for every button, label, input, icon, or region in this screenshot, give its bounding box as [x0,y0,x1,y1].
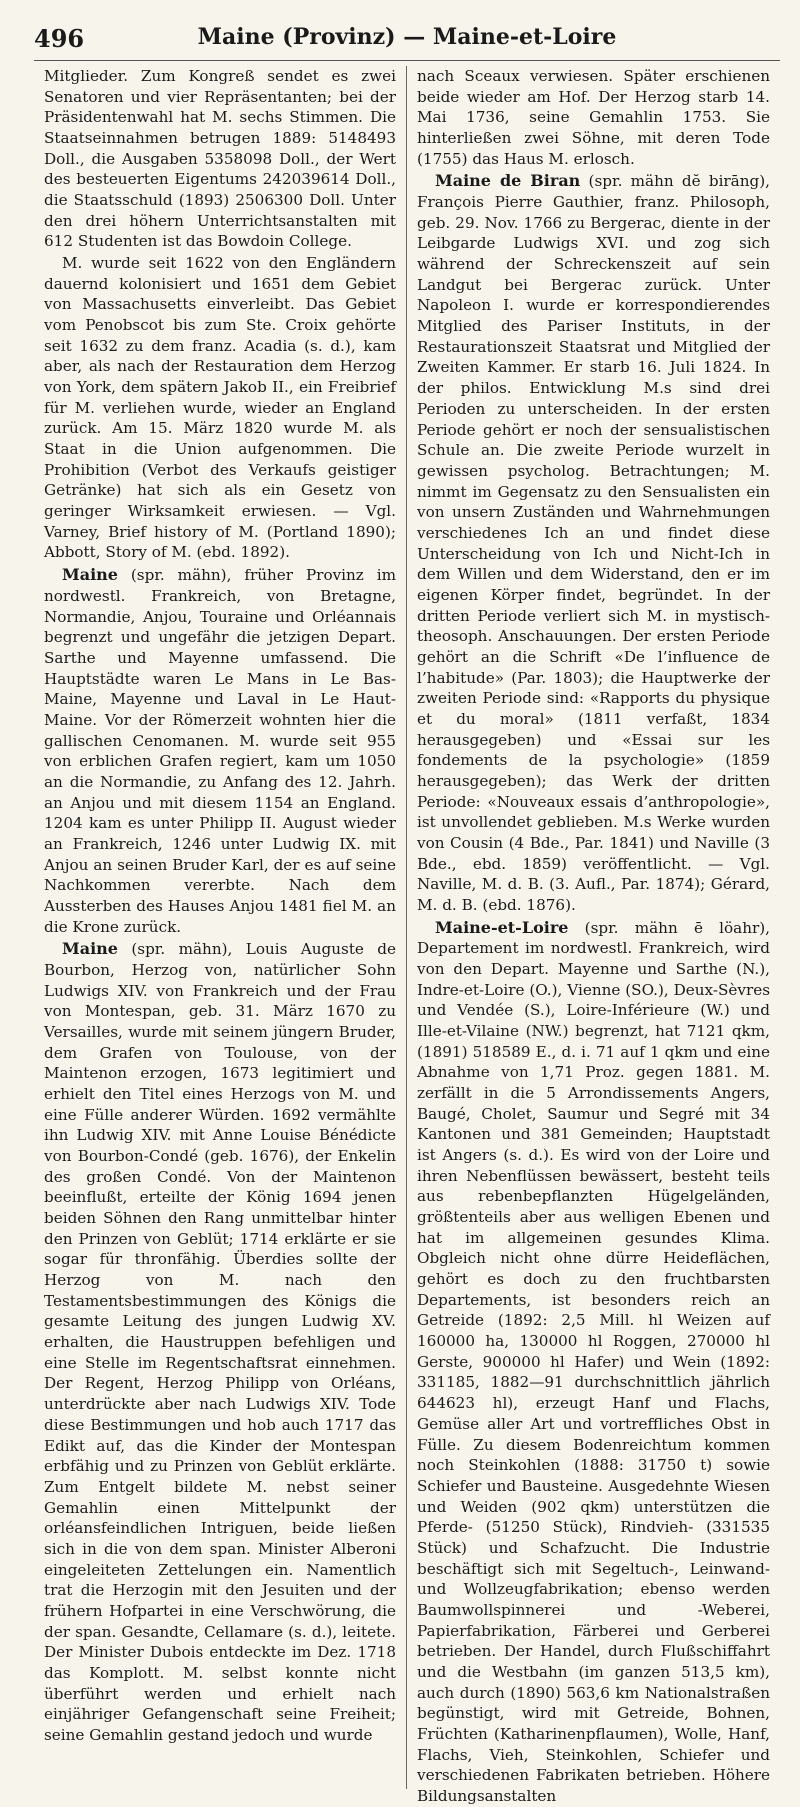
left-column [34,66,407,1789]
entry-text: nach Sceaux verwiesen. Später erschienen beide wieder am Hof. Der Herzog starb 14. Mai 1736, seine Gemahlin 1753. Sie hinterließen zwei Söhne, mit deren Tode (1755) das Haus M. erlosch. [417,67,770,168]
entry-text: (spr. mähn), früher Provinz im nordwestl. Frankreich, von Bretagne, Normandie, Anjou, Touraine und Orléannais begrenzt und ungefähr die jetzigen Depart. Sarthe und Mayenne umfassend. Die Hauptstädte waren Le Mans in Le Bas-Maine, Mayenne und Laval in Le Haut-Maine. Vor der Römerzeit wohnten hier die gallischen Cenomanen. M. wurde seit 955 von erblichen Grafen regiert, kam um 1050 an die Normandie, zu Anfang des 12. Jahrh. an Anjou und mit diesem 1154 an England. 1204 kam es unter Philipp II. August wieder an Frankreich, 1246 unter Ludwig IX. mit Anjou an seinen Bruder Karl, der es auf seine Nachkommen vererbte. Nach dem Aussterben des Hauses Anjou 1481 fiel M. an die Krone zurück. [44,566,396,936]
entry-paragraph [417,66,770,169]
entry-text: M. wurde seit 1622 von den Engländern dauernd kolonisiert und 1651 dem Gebiet von Massachusetts einverleibt. Das Gebiet vom Penobscot bis zum Ste. Croix gehörte seit 1632 zu dem franz. Acadia (s. d.), kam aber, als nach der Restauration dem Herzog von York, dem spätern Jakob II., ein Freibrief für M. verliehen wurde, wieder an England zurück. Am 15. März 1820 wurde M. als Staat in die Union aufgenommen. Die Prohibition (Verbot des Verkaufs geistiger Getränke) hat sich als ein Gesetz von geringer Wirksamkeit erwiesen. — Vgl. Varney, Brief history of M. (Portland 1890); Abbott, Story of M. (ebd. 1892). [44,254,396,562]
entry-paragraph [417,917,770,1807]
text-columns [34,66,780,1805]
page-header [34,24,780,61]
entry-paragraph [44,66,396,252]
entry-paragraph [44,253,396,563]
entry-headword: Maine-et-Loire [435,917,569,937]
entry-paragraph [44,938,396,1745]
entry-paragraph [417,170,770,915]
entry-text: (spr. mähn), Louis Auguste de Bourbon, Herzog von, natürlicher Sohn Ludwigs XIV. von Frankreich und der Frau von Montespan, geb. 31. März 1670 zu Versailles, wurde mit seinem jüngern Bruder, dem Grafen von Toulouse, von der Maintenon erzogen, 1673 legitimiert und erhielt den Titel eines Herzogs von M. und eine Fülle anderer Würden. 1692 vermählte ihn Ludwig XIV. mit Anne Louise Bénédicte von Bourbon-Condé (geb. 1676), der Enkelin des großen Condé. Von der Maintenon beeinflußt, erteilte der König 1694 jenen beiden Söhnen den Rang unmittelbar hinter den Prinzen von Geblüt; 1714 erklärte er sie sogar für thronfähig. Überdies sollte der Herzog von M. nach den Testamentsbestimmungen des Königs die gesamte Leitung des jungen Ludwig XV. erhalten, die Haustruppen befehligen und eine Stelle im Regentschaftsrat einnehmen. Der Regent, Herzog Philipp von Orléans, unterdrückte aber nach Ludwigs XIV. Tode diese Bestimmungen und hob auch 1717 das Edikt auf, das die Kinder der Montespan erbfähig und zu Prinzen von Geblüt erklärte. Zum Entgelt bildete M. nebst seiner Gemahlin einen Mittelpunkt der orléansfeindlichen Intriguen, beide ließen sich in die von dem span. Minister Alberoni eingeleiteten Zettelungen ein. Namentlich trat die Herzogin mit den Jesuiten und der frühern Hofpartei in eine Verschwörung, die der span. Gesandte, Cellamare (s. d.), leitete. Der Minister Dubois entdeckte im Dez. 1718 das Komplott. M. selbst konnte nicht überführt werden und erhielt nach einjähriger Gefangenschaft seine Freiheit; seine Gemahlin gestand jedoch und wurde [44,940,396,1744]
running-title: Maine (Provinz) — Maine-et-Loire [197,24,617,50]
right-column [407,66,780,1805]
entry-text: (spr. mähn ē löahr), Departement im nordwestl. Frankreich, wird von den Depart. Mayenne und Sarthe (N.), Indre-et-Loire (O.), Vienne (SO.), Deux-Sèvres und Vendée (S.), Loire-Inférieure (W.) und Ille-et-Vilaine (NW.) begrenzt, hat 7121 qkm, (1891) 518589 E., d. i. 71 auf 1 qkm und eine Abnahme von 1,71 Proz. gegen 1881. M. zerfällt in die 5 Arrondissements Angers, Baugé, Cholet, Saumur und Segré mit 34 Kantonen und 381 Gemeinden; Hauptstadt ist Angers (s. d.). Es wird von der Loire und ihren Nebenflüssen bewässert, besteht teils aus rebenbepflanzten Hügelgeländen, größtenteils aber aus welligen Ebenen und hat im allgemeinen gesundes Klima. Obgleich nicht ohne dürre Heideflächen, gehört es doch zu den fruchtbarsten Departements, ist besonders reich an Getreide (1892: 2,5 Mill. hl Weizen auf 160000 ha, 130000 hl Roggen, 270000 hl Gerste, 900000 hl Hafer) und Wein (1892: 331185, 1882—91 durchschnittlich jährlich 644623 hl), erzeugt Hanf und Flachs, Gemüse aller Art und vortreffliches Obst in Fülle. Zu diesem Bodenreichtum kommen noch Steinkohlen (1888: 31750 t) sowie Schiefer und Bausteine. Ausgedehnte Wiesen und Weiden (902 qkm) unterstützen die Pferde- (51250 Stück), Rindvieh- (331535 Stück) und Schafzucht. Die Industrie beschäftigt sich mit Segeltuch-, Leinwand- und Wollzeugfabrikation; ebenso werden Baumwollspinnerei und -Weberei, Papierfabrikation, Färberei und Gerberei betrieben. Der Handel, durch Flußschiffahrt und die Westbahn (im ganzen 513,5 km), auch durch (1890) 563,6 km Nationalstraßen begünstigt, wird mit Getreide, Bohnen, Früchten (Katharinenpflaumen), Wolle, Hanf, Flachs, Vieh, Steinkohlen, Schiefer und verschiedenen Fabrikaten betrieben. Höhere Bildungsanstalten [417,918,770,1805]
entry-paragraph [44,564,396,937]
entry-headword: Maine de Biran [435,171,581,191]
entry-headword: Maine [62,565,118,585]
entry-text: Mitglieder. Zum Kongreß sendet es zwei Senatoren und vier Repräsentanten; bei der Präsidentenwahl hat M. sechs Stimmen. Die Staatseinnahmen betrugen 1889: 5148493 Doll., die Ausgaben 5358098 Doll., der Wert des besteuerten Eigentums 242039614 Doll., die Staatsschuld (1893) 2506300 Doll. Unter den drei höhern Unterrichtsanstalten mit 612 Studenten ist das Bowdoin College. [44,67,396,251]
entry-text: (spr. mähn dĕ birāng), François Pierre Gauthier, franz. Philosoph, geb. 29. Nov. 1766 zu Bergerac, diente in der Leibgarde Ludwigs XVI. und zog sich während der Schreckenszeit auf sein Landgut bei Bergerac zurück. Unter Napoleon I. wurde er korrespondierendes Mitglied des Pariser Instituts, in der Restaurationszeit Staatsrat und Mitglied der Zweiten Kammer. Er starb 16. Juli 1824. In der philos. Entwicklung M.s sind drei Perioden zu unterscheiden. In der ersten Periode gehört er noch der sensualistischen Schule an. Die zweite Periode wurzelt in gewissen psycholog. Betrachtungen; M. nimmt im Gegensatz zu den Sensualisten ein von unsern Zuständen und Wahrnehmungen verschiedenes Ich an und findet diese Unterscheidung von Ich und Nicht-Ich in dem Willen und dem Widerstand, den er im eigenen Körper findet, begründet. In der dritten Periode verliert sich M. in mystisch-theosoph. Anschauungen. Der ersten Periode gehört an die Schrift «De l’influence de l’habitude» (Par. 1803); die Hauptwerke der zweiten Periode sind: «Rapports du physique et du moral» (1811 verfaßt, 1834 herausgegeben) und «Essai sur les fondements de la psychologie» (1859 herausgegeben); das Werk der dritten Periode: «Nouveaux essais d’anthropologie», ist unvollendet geblieben. M.s Werke wurden von Cousin (4 Bde., Par. 1841) und Naville (3 Bde., ebd. 1859) veröffentlicht. — Vgl. Naville, M. d. B. (3. Aufl., Par. 1874); Gérard, M. d. B. (ebd. 1876). [417,172,770,914]
entry-headword: Maine [62,939,118,959]
page-number: 496 [34,24,85,53]
